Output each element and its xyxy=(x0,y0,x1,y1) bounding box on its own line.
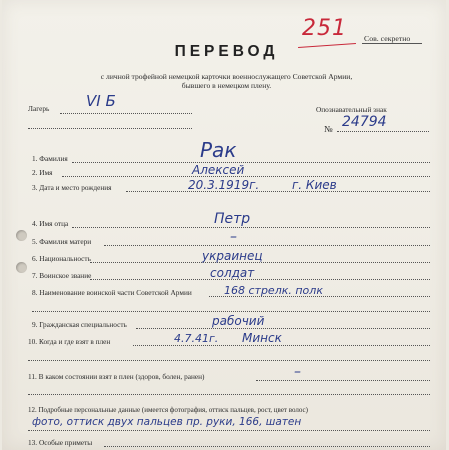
field-11-line xyxy=(256,380,430,381)
field-10-label: 10. Когда и где взят в плен xyxy=(28,337,111,346)
field-2-label: 2. Имя xyxy=(32,168,53,177)
field-11-label: 11. В каком состоянии взят в плен (здоров, болен, ранен) xyxy=(28,372,205,381)
field-9-line xyxy=(136,328,430,329)
field-1-label: 1. Фамилия xyxy=(32,154,68,163)
camp-label: Лагерь xyxy=(28,104,50,113)
field-5-label: 5. Фамилия матери xyxy=(32,237,92,246)
field-11-value: – xyxy=(294,364,301,380)
field-6-label: 6. Национальность xyxy=(32,254,91,263)
field-7-label: 7. Воинское звание xyxy=(32,271,92,280)
field-12-value: фото, оттиск двух пальцев пр. руки, 166, шатен xyxy=(32,416,302,428)
document-subtitle-1: с личной трофейной немецкой карточки военнослужащего Советской Армии, xyxy=(100,72,353,81)
document-subtitle-2: бывшего в немецком плену. xyxy=(181,81,272,90)
field-2-value: Алексей xyxy=(192,163,245,177)
field-13-line xyxy=(104,446,430,447)
field-1-value: Рак xyxy=(200,138,237,162)
field-7-line xyxy=(90,279,430,280)
field-10-line xyxy=(133,345,430,346)
field-9-label: 9. Гражданская специальность xyxy=(32,320,127,329)
tag-value: 24794 xyxy=(342,114,387,130)
field-12-label: 12. Подробные персональные данные (имеется фотография, оттиск пальцев, рост, цвет волос) xyxy=(28,406,308,414)
field-5-value: – xyxy=(230,229,237,245)
field-3-line xyxy=(126,191,430,192)
field-8-value: 168 стрелк. полк xyxy=(224,284,323,297)
field-4-line xyxy=(72,227,430,228)
document-sheet xyxy=(2,0,446,450)
field-4-label: 4. Имя отца xyxy=(32,219,69,228)
tag-line xyxy=(337,131,429,132)
camp-line-2 xyxy=(28,128,192,129)
field-12-line xyxy=(28,430,430,431)
field-9-value: рабочий xyxy=(212,314,265,328)
punch-hole-bottom xyxy=(16,262,27,273)
field-11-line-2 xyxy=(28,394,430,395)
tag-label: Опознавательный знак xyxy=(316,105,387,114)
camp-value: VI Б xyxy=(86,92,116,110)
field-2-line xyxy=(62,176,430,177)
field-3-label: 3. Дата и место рождения xyxy=(32,183,112,192)
field-7-value: солдат xyxy=(210,266,255,280)
camp-line xyxy=(60,113,192,114)
field-3-place: г. Киев xyxy=(292,178,337,192)
field-4-value: Петр xyxy=(214,211,251,227)
tag-number-prefix: № xyxy=(324,124,333,134)
secret-mark: Сов. секретно xyxy=(364,34,411,43)
field-1-line xyxy=(72,162,430,163)
field-3-date: 20.3.1919г. xyxy=(188,178,260,192)
field-5-line xyxy=(104,245,430,246)
field-13-label: 13. Особые приметы xyxy=(28,438,93,447)
archive-number: 251 xyxy=(302,16,347,41)
field-6-value: украинец xyxy=(202,249,263,263)
document-title: ПЕРЕВОД xyxy=(174,43,279,60)
field-8-line-2 xyxy=(32,311,430,312)
field-10-line-2 xyxy=(28,360,430,361)
field-10-date: 4.7.41г. xyxy=(174,332,219,345)
field-8-label: 8. Наименование воинской части Советской Армии xyxy=(32,288,192,297)
field-10-place: Минск xyxy=(242,331,282,345)
punch-hole-top xyxy=(16,230,27,241)
